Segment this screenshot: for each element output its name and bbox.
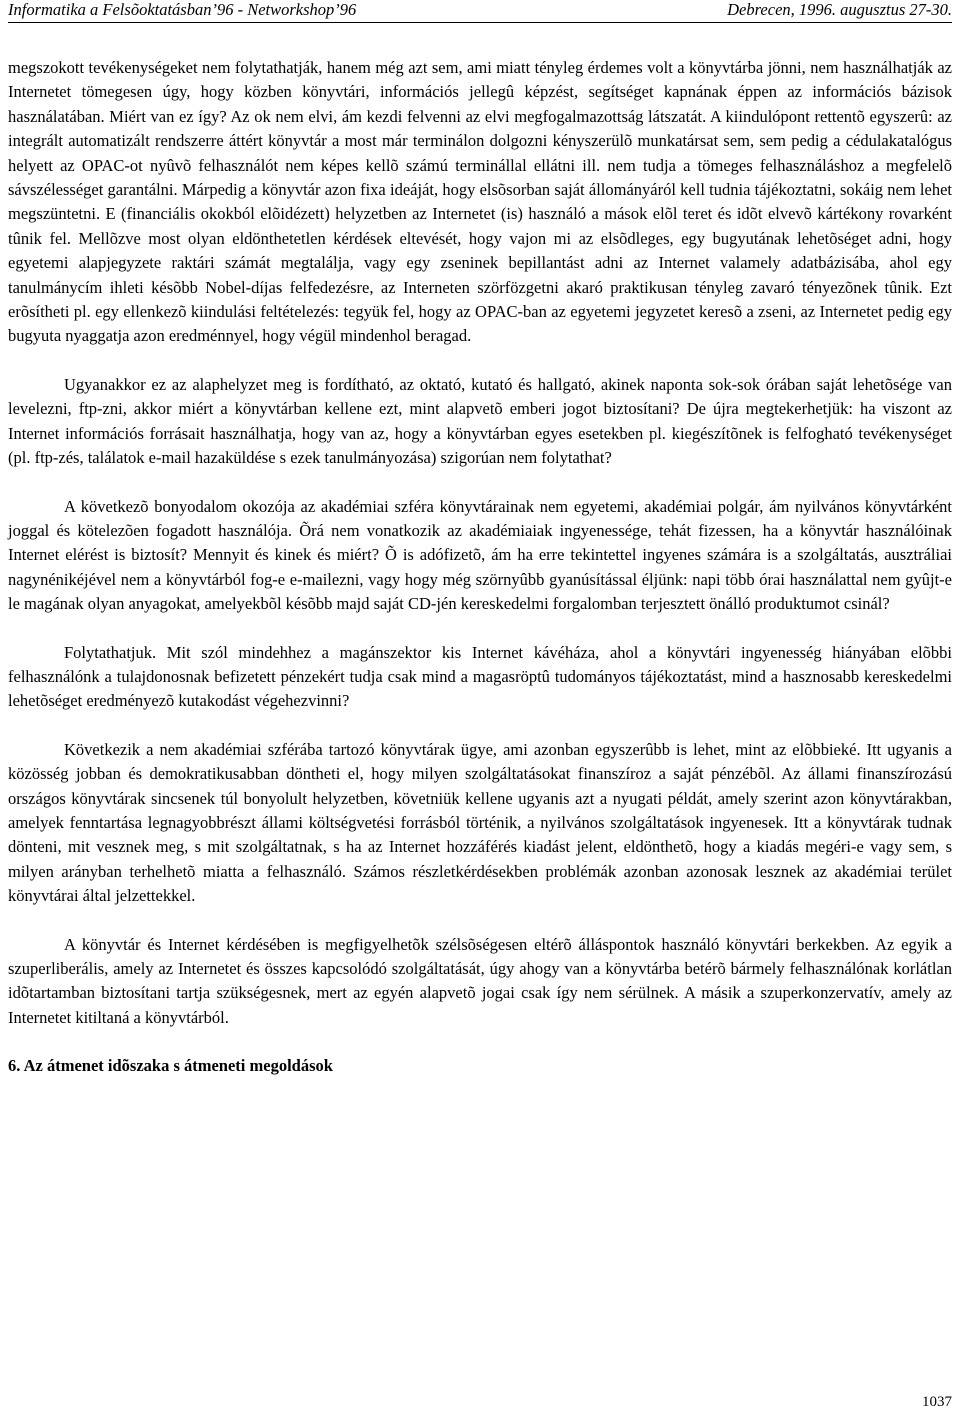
paragraph-4: Folytathatjuk. Mit szól mindehhez a magánszektor kis Internet kávéháza, ahol a könyvtári ingyenesség hiányában elõbbi felhasználónk a tulajdonosnak befizetett pénzekért tudja csak mind a magasröptû tudományos tájékoztatást, mind a hasznosabb kereskedelmi lehetõséget eredményezõ kutakodást végehezvinni? (8, 642, 952, 711)
paragraph-1: megszokott tevékenységeket nem folytathatják, hanem még azt sem, ami miatt tényleg érdemes volt a könyvtárba jönni, nem használhatják az Internetet tömegesen úgy, hogy közben könyvtári, információs jellegû képzést, segítséget kapnának éppen az információs bázisok használatában. Miért van ez így? Az ok nem elvi, ám kezdi felvenni az elvi megfogalmazottság látszatát. A kiindulópont rettentõ egyszerû: az integrált automatizált rendszerre áttért könyvtár a most már terminálon dolgozni kényszerülõ munkatársat sem, sem pedig a cédulakatalógus helyett az OPAC-ot nyûvõ felhasználót nem képes kellõ számú terminállal ellátni ill. nem tudja a tömeges felhasználáshoz a megfelelõ sávszélességet garantálni. Márpedig a könyvtár azon fixa ideáját, hogy elsõsorban saját állományáról kell tudnia tájékoztatni, sokáig nem lehet megszüntetni. E (financiális okokból elõidézett) helyzetben az Internetet (is) használó a mások elõl teret és idõt elvevõ kártékony rovarként tûnik fel. Mellõzve most olyan eldönthetetlen kérdések eltevését, hogy vajon mi az elsõdleges, egy bugyutának lehetõséget adni, hogy egyetemi alapjegyzete raktári számát megtalálja, vagy egy zseninek bepillantást adni az Internet valamely adatbázisába, ahol egy tanulmánycím ihleti késõbb Nobel-díjas felfedezésre, az Interneten szörfözgetni akaró praktikusan tényleg zavaró tényezõnek tûnik. Ezt erõsítheti pl. egy ellenkezõ kiindulási feltételezés: tegyük fel, hogy az OPAC-ban az egyetemi jegyzetet keresõ a zseni, az Internetet pedig egy bugyuta nyaggatja azon eredménnyel, hogy végül mindenhol beragad. (8, 58, 952, 346)
paragraph-2: Ugyanakkor ez az alaphelyzet meg is fordítható, az oktató, kutató és hallgató, akinek naponta sok-sok órában saját lehetõsége van levelezni, ftp-zni, akkor miért a könyvtárban kellene ezt, mint alapvetõ emberi jogot biztosítani? De újra megtekerhetjük: ha viszont az Internet információs forrásait használhatja, hogy van az, hogy a könyvtárban egyes esetekben pl. kiegészítõnek is felfogható tevékenységet (pl. ftp-zés, találatok e-mail hazaküldése s ezek tanulmányozása) szigorúan nem folytathat? (8, 374, 952, 468)
document-body (8, 56, 952, 1078)
section-heading: 6. Az átmenet idõszaka s átmeneti megoldások (8, 1056, 333, 1076)
header-conference-title: Informatika a Felsõoktatásban’96 - Networkshop’96 (8, 0, 357, 19)
paragraph-3: A következõ bonyodalom okozója az akadémiai szféra könyvtárainak nem egyetemi, akadémiai polgár, ám nyilvános könyvtárként joggal és kötelezõen fogadott használója. Õrá nem vonatkozik az akadémiaiak ingyenessége, tehát fizessen, ha a könyvtár használóinak Internet elérést is biztosít? Mennyit és kinek és miért? Õ is adófizetõ, ám ha erre tekintettel ingyenes számára is a szolgáltatás, ausztráliai nagynénikéjével nem a könyvtárból fog-e e-mailezni, vagy hogy még szörnyûbb gyanúsítással éljünk: napi több órai használattal nem gyûjt-e le magának olyan anyagokat, amelyekbõl késõbb majd saját CD-jén kereskedelmi forgalomban terjesztett önálló produktumot csinál? (8, 496, 952, 614)
page-header (8, 0, 952, 23)
page-number: 1037 (922, 1394, 952, 1410)
paragraph-5: Következik a nem akadémiai szférába tartozó könyvtárak ügye, ami azonban egyszerûbb is lehet, mint az elõbbieké. Itt ugyanis a közösség jobban és demokratikusabban döntheti el, hogy milyen szolgáltatásokat finanszíroz a saját pénzébõl. Az állami finanszírozású országos könyvtárak sincsenek túl bonyolult helyzetben, követniük kellene ugyanis azt a nyugati példát, amely szerint azon könyvtárakban, amelyek fenntartása legnagyobbrészt állami költségvetési forrásból történik, a nyilvános szolgáltatások ingyenesek. Itt a könyvtárak tudnak dönteni, mit vesznek meg, s mit szolgáltatnak, s ha az Internet hozzáférés kiadást jelent, eldönthetõ, hogy a kiadás megéri-e vagy sem, s milyen arányban terhelhetõ miatta a felhasználó. Számos részletkérdésekben problémák azonban azonosak lesznek az akadémiai terület könyvtárai által jelzettekkel. (8, 739, 952, 906)
header-location-date: Debrecen, 1996. augusztus 27-30. (727, 0, 952, 19)
paragraph-6: A könyvtár és Internet kérdésében is megfigyelhetõk szélsõségesen eltérõ álláspontok használó könyvtári berkekben. Az egyik a szuperliberális, amely az Internetet és összes kapcsolódó szolgáltatását, úgy ahogy van a könyvtárba betérõ bármely felhasználónak korlátlan idõtartamban biztosítani tartja szükségesnek, mert az egyén alapvetõ jogai csak így nem sérülnek. A másik a szuperkonzervatív, amely az Internetet kitiltaná a könyvtárból. (8, 934, 952, 1027)
